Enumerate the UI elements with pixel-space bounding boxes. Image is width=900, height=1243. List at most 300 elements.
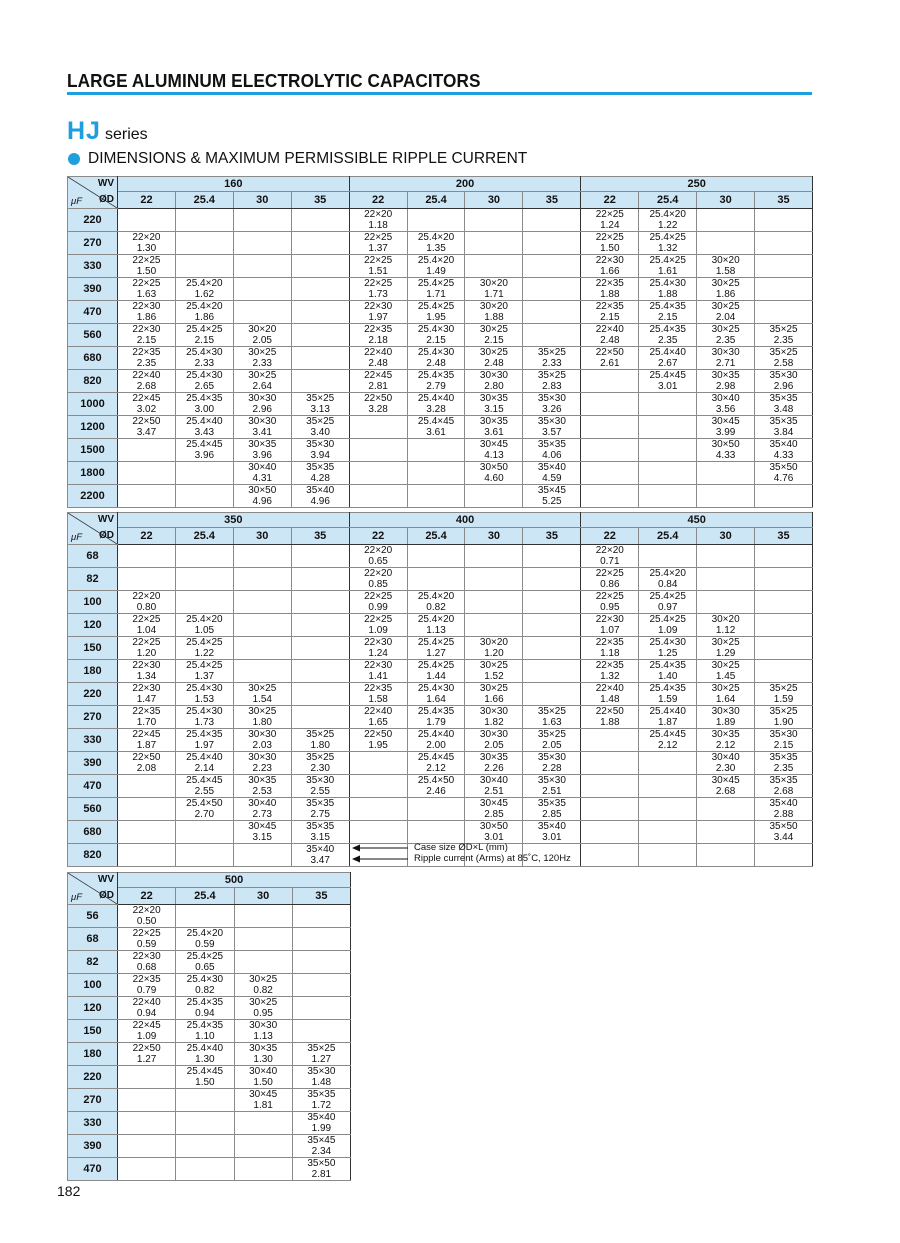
ripple-current: 1.71 — [426, 288, 446, 300]
spec-cell — [118, 591, 176, 614]
case-size: 35×25 — [306, 729, 335, 740]
case-size: 22×50 — [595, 706, 624, 717]
spec-cell — [118, 905, 176, 928]
spec-cell — [407, 821, 465, 844]
case-size: 25.4×25 — [649, 591, 686, 602]
case-size: 35×40 — [537, 462, 566, 473]
case-size: 22×30 — [364, 301, 393, 312]
case-size: 25.4×20 — [649, 568, 686, 579]
diameter-header: 30 — [697, 192, 755, 209]
diameter-header: 25.4 — [175, 528, 233, 545]
spec-cell — [175, 301, 233, 324]
spec-cell — [349, 347, 407, 370]
capacitance-cell: 470 — [68, 775, 118, 798]
spec-cell — [581, 324, 639, 347]
case-size: 25.4×20 — [649, 209, 686, 220]
spec-cell — [175, 462, 233, 485]
ripple-current: 1.48 — [600, 693, 620, 705]
ripple-current: 5.25 — [542, 495, 562, 507]
ripple-current: 1.66 — [600, 265, 620, 277]
ripple-current: 0.82 — [426, 601, 446, 613]
spec-cell — [755, 752, 813, 775]
ripple-current: 1.30 — [195, 1053, 215, 1065]
spec-cell — [234, 1043, 292, 1066]
case-size: 35×35 — [307, 1089, 336, 1100]
spec-cell — [697, 416, 755, 439]
ripple-current: 3.40 — [310, 426, 330, 438]
ripple-current: 2.34 — [311, 1145, 332, 1157]
spec-cell — [118, 951, 176, 974]
spec-cell — [176, 1020, 234, 1043]
spec-cell — [349, 614, 407, 637]
ripple-current: 1.30 — [253, 1053, 273, 1065]
capacitance-cell: 560 — [68, 324, 118, 347]
ripple-current: 1.37 — [194, 670, 215, 682]
title-rule — [67, 92, 812, 95]
case-size: 30×20 — [479, 637, 508, 648]
case-size: 30×45 — [479, 798, 508, 809]
spec-cell — [523, 752, 581, 775]
spec-cell — [349, 568, 407, 591]
case-size: 30×30 — [711, 347, 740, 358]
spec-cell — [523, 637, 581, 660]
ripple-current: 1.87 — [136, 739, 157, 751]
capacitance-cell: 270 — [68, 1089, 118, 1112]
capacitance-cell: 680 — [68, 347, 118, 370]
spec-cell — [639, 416, 697, 439]
corner-diameter-label: ØD — [99, 530, 114, 541]
ripple-current: 2.68 — [773, 785, 794, 797]
spec-cell — [581, 591, 639, 614]
spec-cell — [234, 997, 292, 1020]
case-size: 35×35 — [537, 798, 566, 809]
spec-cell — [697, 568, 755, 591]
spec-cell — [349, 545, 407, 568]
ripple-current: 2.85 — [484, 808, 504, 820]
diameter-header: 30 — [465, 528, 523, 545]
corner-uf-label: μF — [71, 892, 83, 903]
case-size: 22×50 — [132, 1043, 161, 1054]
table-row — [68, 1112, 351, 1135]
spec-cell — [465, 775, 523, 798]
ripple-current: 0.50 — [136, 915, 157, 927]
ripple-current: 3.15 — [310, 831, 330, 843]
ripple-current: 3.47 — [136, 426, 157, 438]
case-size: 22×35 — [595, 660, 624, 671]
spec-cell — [233, 393, 291, 416]
ripple-current: 2.35 — [657, 334, 678, 346]
case-size: 35×25 — [769, 683, 798, 694]
case-size: 22×25 — [595, 591, 624, 602]
spec-cell — [349, 752, 407, 775]
spec-cell — [233, 370, 291, 393]
spec-cell — [118, 485, 176, 508]
table-row — [68, 1066, 351, 1089]
table-row — [68, 821, 813, 844]
case-size: 30×30 — [248, 752, 277, 763]
ripple-current: 3.01 — [657, 380, 678, 392]
case-size: 30×35 — [479, 752, 508, 763]
ripple-current: 1.30 — [136, 242, 157, 254]
case-size: 25.4×25 — [186, 637, 223, 648]
ripple-current: 2.33 — [252, 357, 272, 369]
table-row — [68, 416, 813, 439]
ripple-current: 2.12 — [657, 739, 678, 751]
case-size: 35×35 — [306, 462, 335, 473]
voltage-header: 500 — [118, 873, 351, 888]
capacitance-cell: 330 — [68, 255, 118, 278]
spec-cell — [118, 1158, 176, 1181]
spec-cell — [581, 393, 639, 416]
spec-cell — [755, 706, 813, 729]
case-size: 30×30 — [248, 393, 277, 404]
table-350-450v — [67, 512, 813, 867]
diameter-header: 25.4 — [175, 192, 233, 209]
case-size: 22×20 — [132, 591, 161, 602]
spec-cell — [407, 370, 465, 393]
case-size: 35×35 — [769, 393, 798, 404]
capacitance-cell: 1200 — [68, 416, 118, 439]
spec-cell — [233, 637, 291, 660]
case-size: 25.4×20 — [186, 614, 223, 625]
spec-cell — [291, 706, 349, 729]
ripple-current: 1.73 — [368, 288, 388, 300]
spec-cell — [639, 591, 697, 614]
spec-cell — [581, 255, 639, 278]
case-size: 35×50 — [307, 1158, 336, 1169]
case-size: 22×35 — [595, 278, 624, 289]
spec-cell — [407, 462, 465, 485]
spec-cell — [407, 485, 465, 508]
ripple-current: 1.27 — [311, 1053, 332, 1065]
capacitance-cell: 82 — [68, 951, 118, 974]
capacitance-cell: 560 — [68, 798, 118, 821]
case-size: 35×25 — [769, 324, 798, 335]
capacitance-cell: 100 — [68, 974, 118, 997]
case-size: 30×35 — [249, 1043, 278, 1054]
case-size: 35×30 — [537, 393, 566, 404]
case-size: 22×30 — [595, 255, 624, 266]
case-size: 30×30 — [479, 706, 508, 717]
spec-cell — [407, 775, 465, 798]
ripple-current: 2.61 — [600, 357, 620, 369]
spec-cell — [465, 462, 523, 485]
case-size: 22×30 — [132, 301, 161, 312]
spec-cell — [118, 798, 176, 821]
spec-cell — [407, 752, 465, 775]
capacitance-cell: 470 — [68, 1158, 118, 1181]
spec-cell — [755, 637, 813, 660]
spec-cell — [118, 775, 176, 798]
ripple-current: 3.84 — [773, 426, 794, 438]
case-size: 30×35 — [479, 416, 508, 427]
corner-wv-label: WV — [97, 874, 114, 885]
spec-cell — [118, 232, 176, 255]
spec-cell — [291, 370, 349, 393]
case-size: 30×25 — [711, 324, 740, 335]
spec-cell — [118, 729, 176, 752]
spec-cell — [755, 591, 813, 614]
ripple-current: 2.15 — [773, 739, 794, 751]
ripple-current: 1.24 — [600, 219, 620, 231]
diameter-header: 30 — [233, 192, 291, 209]
capacitance-cell: 680 — [68, 821, 118, 844]
case-size: 30×25 — [711, 301, 740, 312]
case-size: 35×40 — [769, 798, 798, 809]
table-row — [68, 905, 351, 928]
spec-cell — [349, 821, 407, 844]
spec-cell — [175, 209, 233, 232]
case-size: 22×35 — [364, 324, 393, 335]
spec-cell — [175, 614, 233, 637]
case-size: 25.4×25 — [186, 660, 223, 671]
spec-cell — [581, 706, 639, 729]
spec-cell — [291, 301, 349, 324]
ripple-current: 4.13 — [484, 449, 504, 461]
spec-cell — [697, 591, 755, 614]
diameter-header: 25.4 — [639, 192, 697, 209]
case-size: 22×25 — [132, 637, 161, 648]
spec-cell — [697, 324, 755, 347]
ripple-current: 1.12 — [715, 624, 736, 636]
spec-cell — [465, 752, 523, 775]
table-row — [68, 545, 813, 568]
case-size: 30×50 — [711, 439, 740, 450]
case-size: 25.4×25 — [417, 660, 455, 671]
spec-cell — [291, 485, 349, 508]
diameter-header: 22 — [349, 192, 407, 209]
spec-cell — [291, 614, 349, 637]
spec-cell — [697, 370, 755, 393]
spec-cell — [581, 278, 639, 301]
spec-cell — [465, 729, 523, 752]
ripple-current: 1.80 — [252, 716, 272, 728]
spec-cell — [292, 1135, 350, 1158]
legend-ripple — [352, 854, 571, 865]
capacitance-cell: 150 — [68, 637, 118, 660]
ripple-current: 2.88 — [773, 808, 794, 820]
spec-cell — [292, 1089, 350, 1112]
case-size: 22×25 — [132, 255, 161, 266]
case-size: 30×40 — [248, 798, 277, 809]
ripple-current: 2.58 — [773, 357, 794, 369]
voltage-header: 160 — [118, 177, 350, 192]
spec-cell — [292, 905, 350, 928]
spec-cell — [697, 844, 755, 867]
case-size: 35×40 — [307, 1112, 336, 1123]
ripple-current: 0.71 — [600, 555, 620, 567]
spec-cell — [175, 232, 233, 255]
ripple-current: 1.86 — [715, 288, 736, 300]
spec-cell — [233, 278, 291, 301]
case-size: 22×30 — [595, 614, 624, 625]
case-size: 30×40 — [249, 1066, 278, 1077]
capacitance-cell: 180 — [68, 1043, 118, 1066]
spec-cell — [349, 393, 407, 416]
spec-cell — [291, 439, 349, 462]
spec-cell — [523, 485, 581, 508]
spec-cell — [523, 614, 581, 637]
ripple-current: 1.10 — [195, 1030, 215, 1042]
spec-cell — [118, 393, 176, 416]
case-size: 30×50 — [479, 821, 508, 832]
corner-cell — [68, 177, 118, 209]
spec-cell — [755, 485, 813, 508]
spec-cell — [292, 1112, 350, 1135]
spec-cell — [523, 255, 581, 278]
spec-cell — [407, 439, 465, 462]
spec-cell — [291, 660, 349, 683]
ripple-current: 0.99 — [368, 601, 388, 613]
spec-cell — [291, 462, 349, 485]
spec-cell — [581, 844, 639, 867]
diameter-header-row — [68, 192, 813, 209]
ripple-current: 2.12 — [715, 739, 736, 751]
spec-cell — [118, 637, 176, 660]
spec-cell — [697, 209, 755, 232]
spec-cell — [407, 255, 465, 278]
case-size: 35×30 — [306, 775, 335, 786]
ripple-current: 2.64 — [252, 380, 272, 392]
corner-uf-label: μF — [71, 196, 83, 207]
ripple-current: 2.75 — [310, 808, 330, 820]
spec-cell — [755, 683, 813, 706]
ripple-current: 2.55 — [310, 785, 330, 797]
case-size: 30×25 — [248, 683, 277, 694]
spec-cell — [175, 775, 233, 798]
case-size: 30×30 — [479, 729, 508, 740]
spec-cell — [291, 255, 349, 278]
capacitance-cell: 2200 — [68, 485, 118, 508]
section-heading — [68, 150, 527, 168]
ripple-current: 2.55 — [194, 785, 215, 797]
case-size: 35×40 — [769, 439, 798, 450]
case-size: 35×45 — [307, 1135, 336, 1146]
ripple-current: 2.48 — [368, 357, 388, 369]
spec-cell — [175, 729, 233, 752]
table-row — [68, 232, 813, 255]
section-title: DIMENSIONS & MAXIMUM PERMISSIBLE RIPPLE CURRENT — [88, 150, 528, 167]
case-size: 25.4×30 — [186, 974, 224, 985]
case-size: 22×45 — [132, 729, 161, 740]
spec-cell — [523, 209, 581, 232]
ripple-current: 1.07 — [600, 624, 620, 636]
case-size: 22×30 — [132, 683, 161, 694]
ripple-current: 0.65 — [195, 961, 215, 973]
case-size: 25.4×35 — [649, 660, 686, 671]
case-size: 25.4×40 — [417, 729, 455, 740]
ripple-current: 2.85 — [542, 808, 562, 820]
spec-cell — [118, 568, 176, 591]
spec-cell — [523, 232, 581, 255]
spec-cell — [697, 545, 755, 568]
ripple-current: 1.86 — [136, 311, 157, 323]
ripple-current: 2.65 — [194, 380, 215, 392]
capacitance-cell: 390 — [68, 278, 118, 301]
case-size: 30×40 — [711, 393, 740, 404]
ripple-current: 3.57 — [542, 426, 562, 438]
ripple-current: 4.33 — [773, 449, 794, 461]
case-size: 30×25 — [248, 347, 277, 358]
spec-cell — [465, 209, 523, 232]
ripple-current: 1.90 — [773, 716, 794, 728]
table-row — [68, 729, 813, 752]
spec-cell — [349, 683, 407, 706]
spec-cell — [233, 706, 291, 729]
spec-cell — [176, 951, 234, 974]
case-size: 30×25 — [711, 683, 740, 694]
case-size: 30×25 — [479, 660, 508, 671]
case-size: 22×25 — [132, 614, 161, 625]
ripple-current: 4.96 — [310, 495, 330, 507]
spec-cell — [349, 660, 407, 683]
ripple-current: 4.60 — [484, 472, 504, 484]
spec-cell — [233, 255, 291, 278]
legend-case-size-text: Case size ØD×L (mm) — [414, 842, 508, 853]
ripple-current: 1.09 — [136, 1030, 157, 1042]
ripple-current: 2.15 — [136, 334, 157, 346]
case-size: 22×35 — [364, 683, 393, 694]
spec-cell — [291, 416, 349, 439]
series-code: HJ — [67, 117, 101, 145]
spec-cell — [639, 775, 697, 798]
spec-cell — [755, 844, 813, 867]
case-size: 35×25 — [306, 393, 335, 404]
ripple-current: 0.95 — [253, 1007, 273, 1019]
ripple-current: 1.87 — [657, 716, 678, 728]
spec-cell — [697, 232, 755, 255]
case-size: 25.4×25 — [186, 324, 223, 335]
ripple-current: 1.86 — [194, 311, 215, 323]
spec-cell — [523, 706, 581, 729]
case-size: 30×30 — [479, 370, 508, 381]
spec-cell — [755, 301, 813, 324]
capacitance-cell: 330 — [68, 1112, 118, 1135]
table-row — [68, 614, 813, 637]
ripple-current: 1.04 — [136, 624, 157, 636]
spec-cell — [349, 209, 407, 232]
corner-diameter-label: ØD — [99, 194, 114, 205]
spec-cell — [291, 775, 349, 798]
ripple-current: 1.54 — [252, 693, 272, 705]
table-row — [68, 1089, 351, 1112]
case-size: 30×40 — [479, 775, 508, 786]
spec-cell — [233, 232, 291, 255]
case-size: 35×35 — [537, 439, 566, 450]
spec-cell — [407, 545, 465, 568]
ripple-current: 2.23 — [252, 762, 272, 774]
ripple-current: 1.61 — [657, 265, 678, 277]
corner-diameter-label: ØD — [99, 890, 114, 901]
case-size: 30×30 — [248, 729, 277, 740]
ripple-current: 1.58 — [368, 693, 388, 705]
diameter-header: 22 — [118, 888, 176, 905]
spec-cell — [233, 752, 291, 775]
spec-cell — [697, 683, 755, 706]
table-row — [68, 706, 813, 729]
spec-cell — [175, 416, 233, 439]
ripple-current: 1.50 — [195, 1076, 215, 1088]
spec-cell — [234, 1158, 292, 1181]
spec-cell — [349, 591, 407, 614]
spec-cell — [292, 951, 350, 974]
spec-cell — [581, 683, 639, 706]
spec-cell — [639, 324, 697, 347]
table-row — [68, 951, 351, 974]
ripple-current: 3.41 — [252, 426, 272, 438]
spec-cell — [407, 209, 465, 232]
spec-cell — [697, 347, 755, 370]
